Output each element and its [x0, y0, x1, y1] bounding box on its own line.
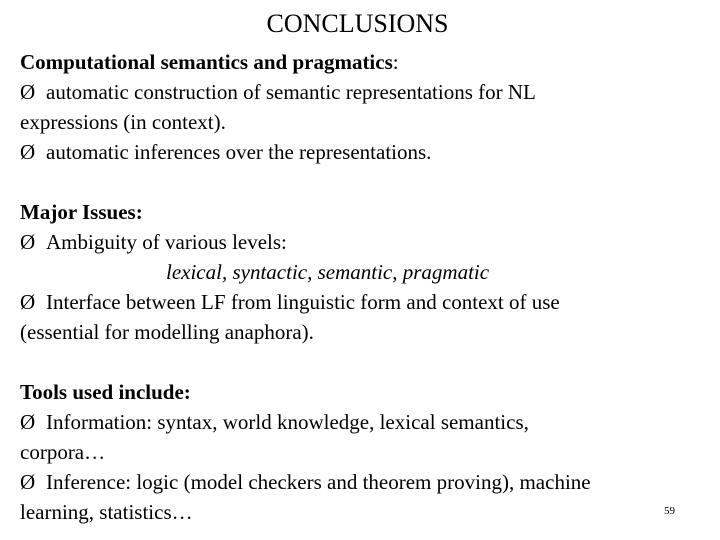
bullet-item: [20, 287, 710, 317]
bullet-text: Inference: logic (model checkers and theorem proving), machine: [46, 470, 591, 494]
bullet-item: [20, 467, 710, 497]
arrow-bullet-icon: Ø: [20, 140, 36, 164]
section-heading: [20, 47, 710, 77]
arrow-bullet-icon: Ø: [20, 230, 36, 254]
section-computational-semantics: [20, 47, 710, 167]
arrow-bullet-icon: Ø: [20, 470, 36, 494]
heading-colon: :: [392, 50, 399, 74]
arrow-bullet-icon: Ø: [20, 410, 36, 434]
section-heading: Tools used include:: [20, 380, 191, 404]
bullet-text: automatic construction of semantic representations for NL: [46, 80, 536, 104]
page-number: 59: [664, 505, 675, 517]
bullet-continuation: (essential for modelling anaphora).: [20, 320, 314, 344]
bullet-item: [20, 407, 710, 437]
arrow-bullet-icon: Ø: [20, 80, 36, 104]
heading-text: Computational semantics and pragmatics: [20, 50, 393, 74]
bullet-item: [20, 137, 710, 167]
bullet-continuation: expressions (in context).: [20, 110, 226, 134]
bullet-continuation: learning, statistics…: [20, 500, 193, 524]
bullet-item: [20, 227, 710, 257]
section-heading: Major Issues:: [20, 200, 143, 224]
bullet-item: [20, 77, 710, 107]
ambiguity-levels: lexical, syntactic, semantic, pragmatic: [166, 260, 490, 284]
bullet-continuation: corpora…: [20, 440, 106, 464]
arrow-bullet-icon: Ø: [20, 290, 36, 314]
bullet-text: automatic inferences over the representations.: [46, 140, 432, 164]
bullet-text: Interface between LF from linguistic form and context of use: [46, 290, 560, 314]
bullet-text: Information: syntax, world knowledge, lexical semantics,: [46, 410, 529, 434]
section-tools-used: [20, 377, 710, 527]
section-major-issues: [20, 197, 710, 347]
bullet-text: Ambiguity of various levels:: [46, 230, 287, 254]
slide-title: CONCLUSIONS: [266, 9, 449, 38]
